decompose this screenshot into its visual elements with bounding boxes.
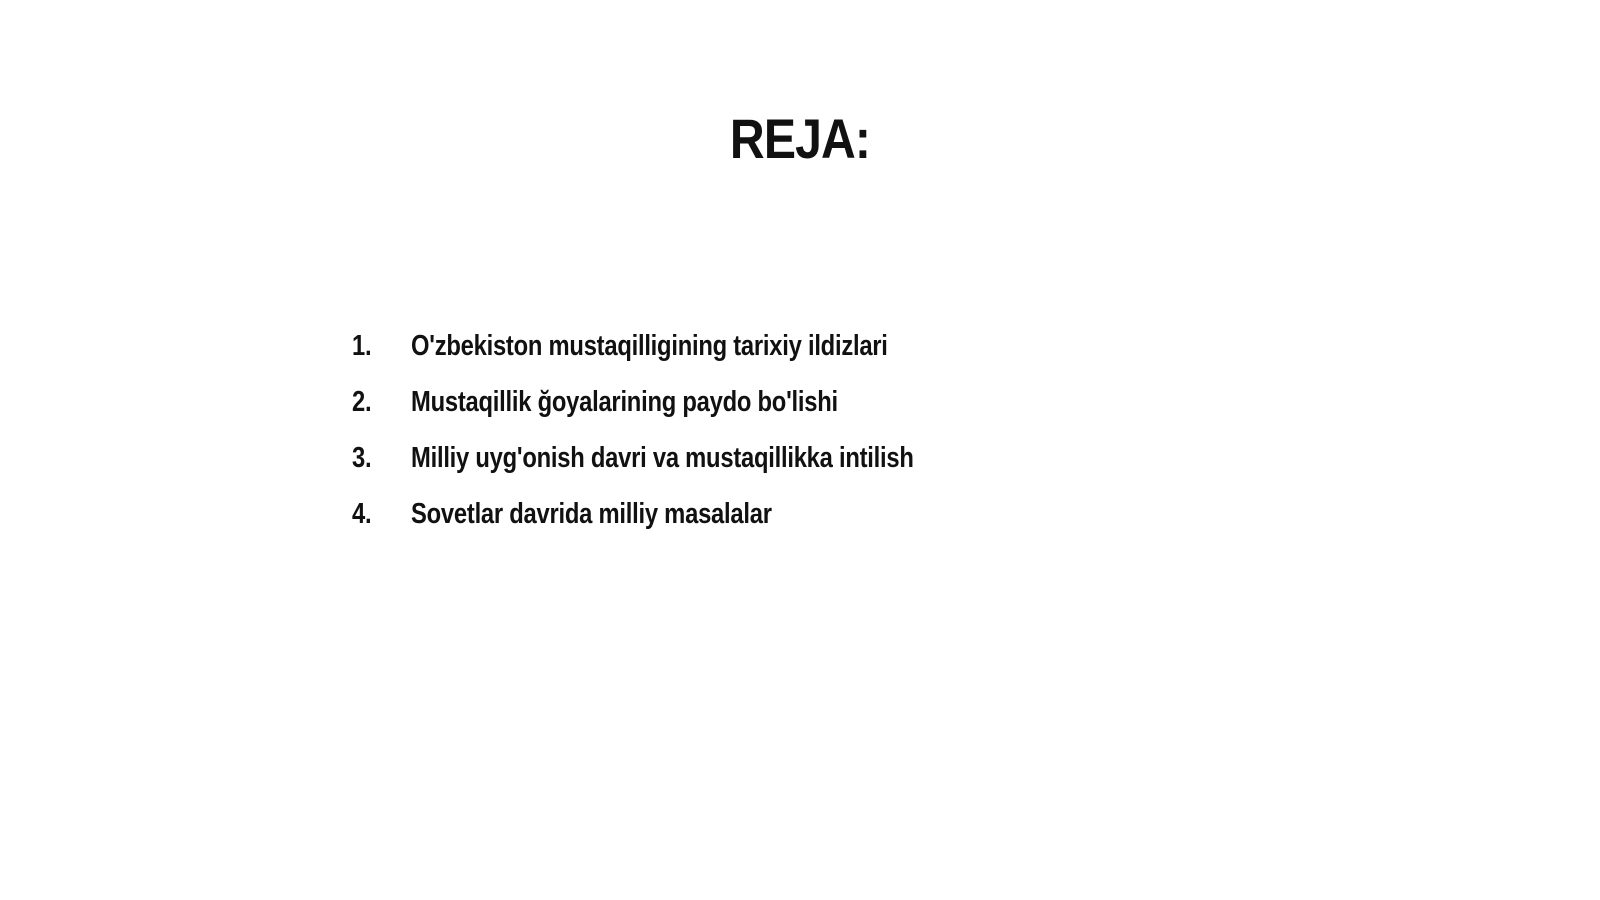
plan-item-2 [352,384,914,440]
plan-item-text: Sovetlar davrida milliy masalalar [411,498,772,530]
plan-item-number: 3. [352,442,372,474]
plan-item-text: Mustaqillik ğoyalarining paydo bo'lishi [411,386,838,418]
plan-item-number: 2. [352,386,372,418]
plan-item-3 [352,440,914,496]
slide-title: REJA: [729,107,871,170]
plan-list [352,328,914,552]
plan-item-1 [352,328,914,384]
plan-item-number: 4. [352,498,372,530]
plan-item-text: Milliy uyg'onish davri va mustaqillikka intilish [411,442,914,474]
plan-item-text: O'zbekiston mustaqilligining tarixiy ildizlari [411,330,888,362]
plan-item-number: 1. [352,330,372,362]
plan-item-4 [352,496,914,552]
